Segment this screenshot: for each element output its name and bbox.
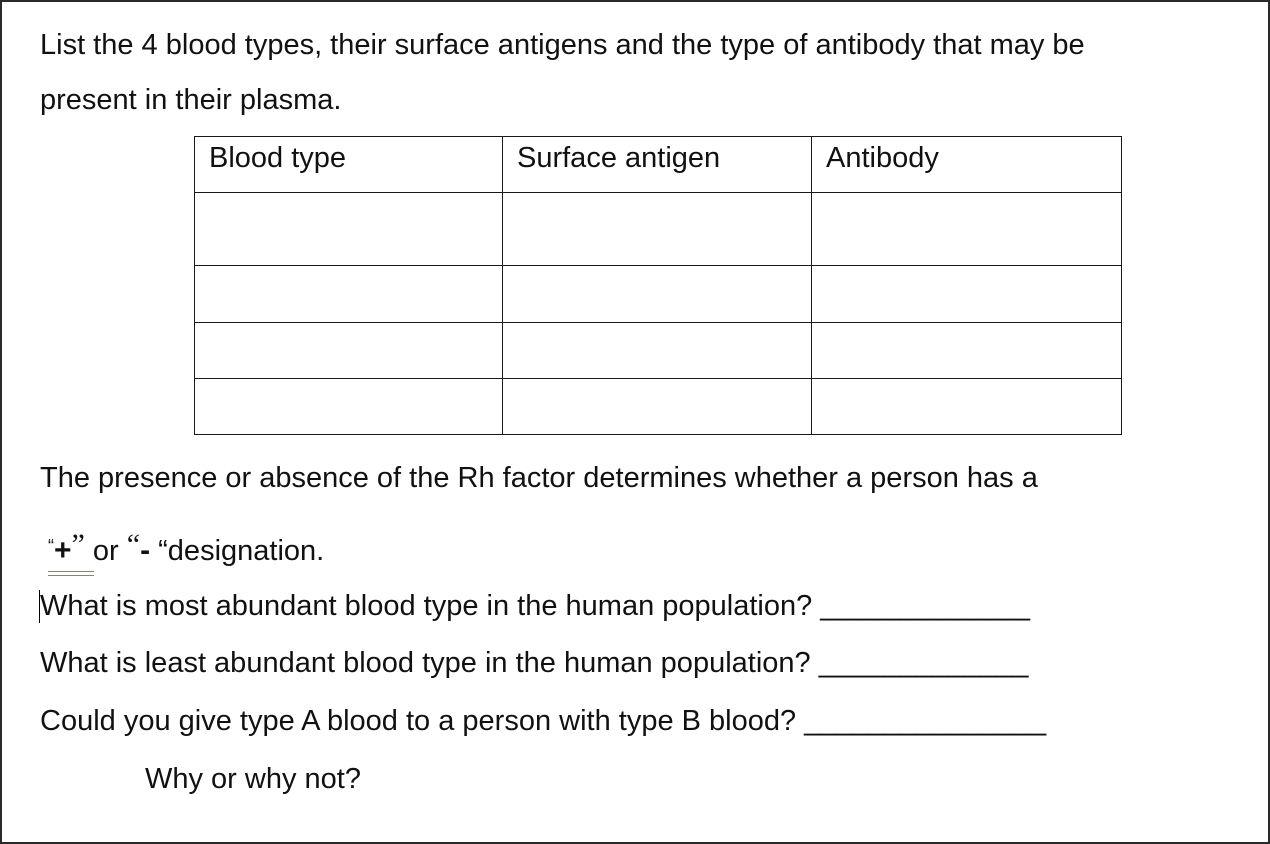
- blood-type-table: [194, 136, 1122, 435]
- question-most-abundant[interactable]: What is most abundant blood type in the human population? _____________: [40, 590, 1030, 622]
- header-blood-type: Blood type: [195, 137, 503, 193]
- designation-text: “designation.: [150, 535, 325, 567]
- question-least-abundant[interactable]: What is least abundant blood type in the human population? _____________: [40, 647, 1029, 679]
- table-cell[interactable]: [503, 193, 812, 266]
- table-cell[interactable]: [195, 193, 503, 266]
- header-surface-antigen: Surface antigen: [503, 137, 812, 193]
- question-type-a-to-b[interactable]: Could you give type A blood to a person with type B blood? _______________: [40, 705, 1047, 737]
- header-antibody: Antibody: [812, 137, 1122, 193]
- table-row: [195, 379, 1122, 435]
- table-header-row: [195, 137, 1122, 193]
- table-cell[interactable]: [503, 379, 812, 435]
- open-quote: “: [126, 528, 141, 561]
- table-cell[interactable]: [195, 266, 503, 323]
- table-cell[interactable]: [812, 379, 1122, 435]
- intro-line-2: present in their plasma.: [40, 84, 342, 116]
- minus-sign: -: [140, 534, 151, 567]
- rh-designation-line: [40, 528, 324, 568]
- close-quote: ”: [71, 528, 85, 561]
- table-cell[interactable]: [195, 379, 503, 435]
- rh-factor-line: The presence or absence of the Rh factor determines whether a person has a: [40, 462, 1038, 494]
- table-cell[interactable]: [503, 266, 812, 323]
- table-cell[interactable]: [195, 323, 503, 379]
- spellcheck-underline: [48, 571, 94, 576]
- table-cell[interactable]: [812, 323, 1122, 379]
- plus-sign: +: [54, 534, 72, 567]
- table-cell[interactable]: [812, 266, 1122, 323]
- table-cell[interactable]: [503, 323, 812, 379]
- open-quote: “: [48, 536, 54, 556]
- table-row: [195, 266, 1122, 323]
- table-row: [195, 323, 1122, 379]
- plus-designation: [40, 528, 85, 568]
- or-text: or: [84, 535, 127, 567]
- table-cell[interactable]: [812, 193, 1122, 266]
- intro-line-1: List the 4 blood types, their surface antigens and the type of antibody that may be: [40, 29, 1085, 61]
- question-why-or-why-not[interactable]: Why or why not?: [145, 763, 361, 795]
- table-row: [195, 193, 1122, 266]
